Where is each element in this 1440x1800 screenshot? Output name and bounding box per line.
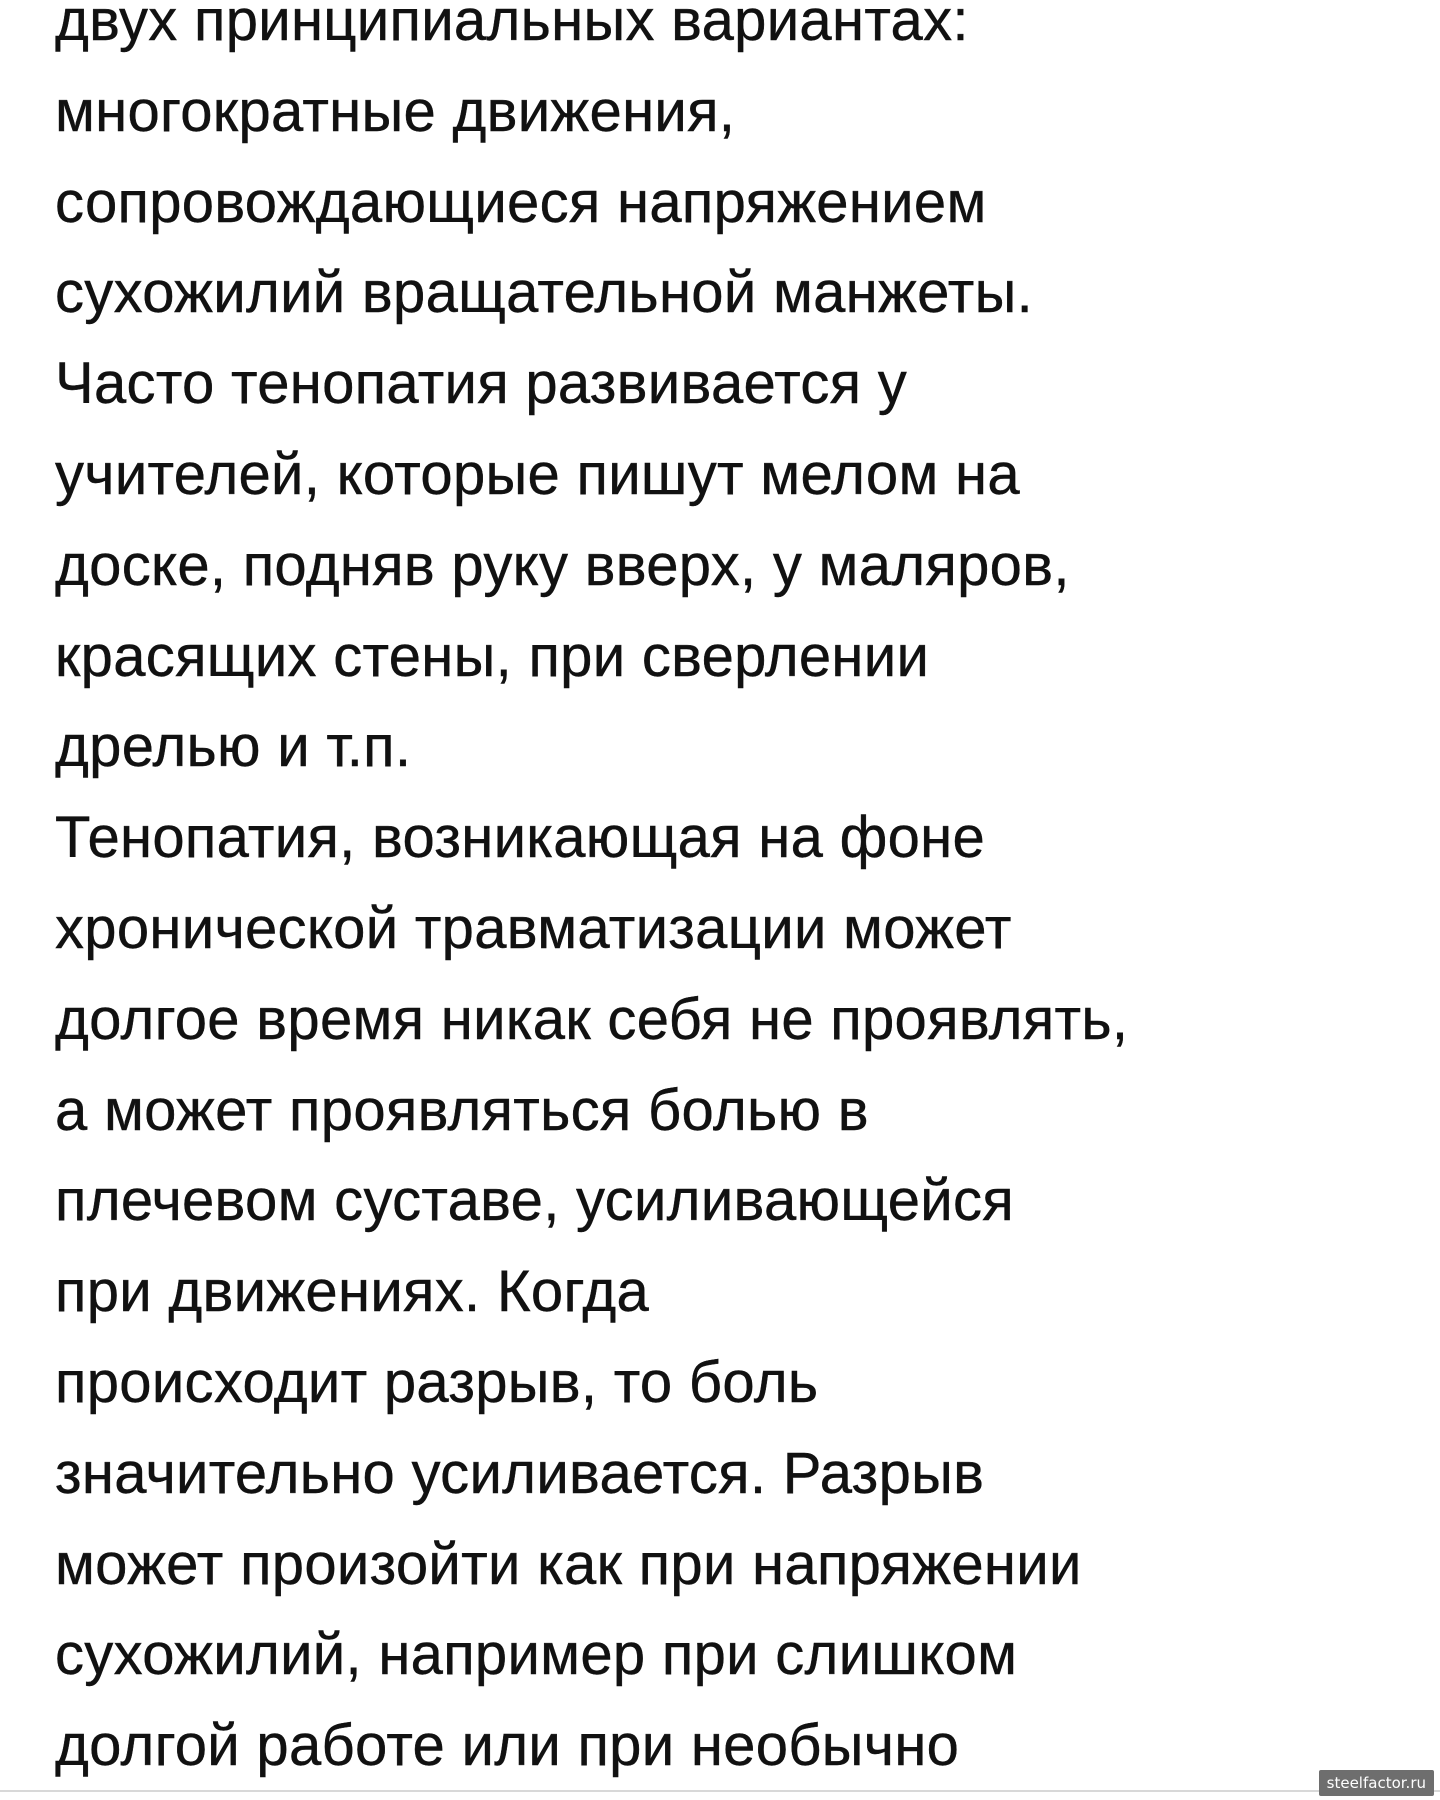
text-line: доске, подняв руку вверх, у маляров, <box>55 532 1070 598</box>
article-text <box>55 0 1415 1792</box>
text-line: сопровождающиеся напряжением <box>55 169 987 235</box>
text-line: сухожилий вращательной манжеты. <box>55 260 1033 326</box>
text-line: долгое время никак себя не проявлять, <box>55 986 1129 1052</box>
text-line: значительно усиливается. Разрыв <box>55 1440 985 1506</box>
text-line: Тенопатия, возникающая на фоне <box>55 805 986 871</box>
text-line: происходит разрыв, то боль <box>55 1349 819 1415</box>
text-line: при движениях. Когда <box>55 1259 650 1325</box>
bottom-divider <box>0 1790 1440 1792</box>
text-line: хронической травматизации может <box>55 895 1012 961</box>
site-watermark: steelfactor.ru <box>1319 1770 1434 1796</box>
text-line: плечевом суставе, усиливающейся <box>55 1168 1014 1234</box>
text-line: а может проявляться болью в <box>55 1077 869 1143</box>
text-line: красящих стены, при сверлении <box>55 623 930 689</box>
text-line: может произойти как при напряжении <box>55 1531 1082 1597</box>
text-line: учителей, которые пишут мелом на <box>55 441 1020 507</box>
text-line: сухожилий, например при слишком <box>55 1622 1018 1688</box>
text-line: двух принципиальных вариантах: <box>55 0 969 53</box>
text-line: многократные движения, <box>55 78 736 144</box>
text-line: Часто тенопатия развивается у <box>55 351 908 417</box>
text-line: долгой работе или при необычно <box>55 1713 960 1779</box>
text-line: дрелью и т.п. <box>55 714 412 780</box>
